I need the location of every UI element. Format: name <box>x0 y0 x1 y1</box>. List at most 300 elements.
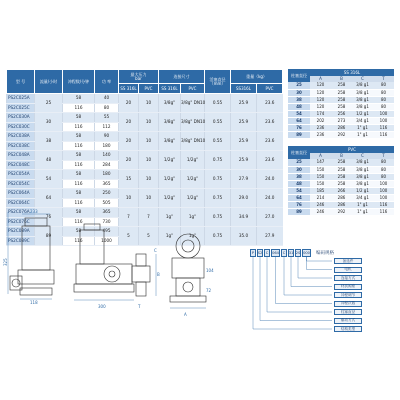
flow-cell: 90 <box>95 132 119 142</box>
dim-row <box>288 117 394 124</box>
pressure-pvc-cell: 10 <box>139 132 159 151</box>
plunger-size-cell: 64 <box>288 194 310 201</box>
dim-a-cell: 120 <box>310 82 331 89</box>
front-base <box>20 288 52 295</box>
power-cell: 0.75 <box>205 189 231 208</box>
dim-c-cell: 1" g1 <box>352 201 373 208</box>
weight-pvc-cell: 23.6 <box>257 151 283 170</box>
weight-pvc: PVC <box>257 84 283 94</box>
plunger-size-cell: 89 <box>288 131 310 138</box>
col-power <box>205 70 231 94</box>
flow-cell: 80 <box>95 103 119 113</box>
dim-c-cell: 1" g1 <box>352 131 373 138</box>
weight-ss-cell: 34.9 <box>231 208 257 227</box>
flow-cell: 284 <box>95 160 119 170</box>
conn-ss-cell: 1g" <box>159 208 181 227</box>
code-leader-lines <box>250 257 394 357</box>
dim-row <box>288 194 394 201</box>
dim-pvc-col-a: A <box>310 153 331 159</box>
plunger-diameter-cell: 76 <box>35 208 63 227</box>
dim-b-cell: 258 <box>331 82 352 89</box>
code-box: 31 <box>288 251 294 255</box>
stroke-cell: 58 <box>63 132 95 142</box>
front-motor-cap <box>25 218 47 226</box>
conn-ss-cell: 1g" <box>159 227 181 246</box>
model-cell: PS2C038A <box>7 132 35 142</box>
spec-row <box>7 170 283 180</box>
dim-c-cell: 1" g1 <box>352 208 373 215</box>
code-box: 000 <box>303 251 310 255</box>
dim-row <box>288 159 394 166</box>
front-gearbox <box>18 270 54 284</box>
code-box-row <box>250 249 312 257</box>
dim-b-cell: 266 <box>331 187 352 194</box>
pressure-ss-cell: 7 <box>119 208 139 227</box>
pressure-pvc-cell: 10 <box>139 189 159 208</box>
plunger-diameter-cell: 38 <box>35 132 63 151</box>
conn-ss-cell: 3/8g" <box>159 113 181 132</box>
dim-row <box>288 89 394 96</box>
code-leader-line <box>284 257 332 295</box>
power-cell: 0.55 <box>205 132 231 151</box>
spec-row <box>7 151 283 161</box>
dim-c-cell: 1/2 g1 <box>352 110 373 117</box>
plunger-diameter-cell: 30 <box>35 113 63 132</box>
weight-pvc-cell: 23.6 <box>257 113 283 132</box>
stroke-cell: 58 <box>63 189 95 199</box>
dim-t-cell: 116 <box>373 208 394 215</box>
end-gearbox <box>172 258 204 278</box>
weight-ss-cell: 35.0 <box>231 227 257 246</box>
dim-a-cell: 246 <box>310 208 331 215</box>
weight-pvc-cell: 24.0 <box>257 170 283 189</box>
plunger-diameter-cell: 89 <box>35 227 63 246</box>
dim-c-cell: 3/8 g1 <box>352 103 373 110</box>
dim-a-cell: 120 <box>310 103 331 110</box>
dim-t-cell: 116 <box>373 201 394 208</box>
conn-pvc-cell: 1g" <box>181 227 205 246</box>
dim-c-cell: 3/8 g1 <box>352 159 373 166</box>
pump-front-view-drawing <box>4 208 66 306</box>
dim-ss-col-a: A <box>310 76 331 82</box>
code-leader-line <box>267 257 332 312</box>
end-head-circle <box>183 282 193 292</box>
dim-ss-col-c: C <box>352 76 373 82</box>
side-discharge-valve <box>136 254 146 266</box>
plunger-size-cell: 25 <box>288 82 310 89</box>
dim-row <box>288 201 394 208</box>
dim-pvc-col-c: C <box>352 153 373 159</box>
plunger-size-cell: 30 <box>288 89 310 96</box>
pump-end-view-drawing <box>162 216 218 320</box>
conn-pvc-cell: 3/8g" DN10 <box>181 113 205 132</box>
plunger-size-cell: 54 <box>288 110 310 117</box>
pressure-ss-cell: 20 <box>119 132 139 151</box>
power-cell: 0.55 <box>205 113 231 132</box>
power-cell: 0.75 <box>205 208 231 227</box>
dim-a-cell: 150 <box>310 166 331 173</box>
model-cell: PS2C030A <box>7 113 35 123</box>
dim-b-cell: 258 <box>331 173 352 180</box>
dim-row <box>288 187 394 194</box>
stroke-cell: 58 <box>63 227 95 237</box>
code-box: 064 <box>272 251 279 255</box>
code-legend-item: 材质阀座 <box>334 284 362 290</box>
dim-b-cell: 258 <box>331 159 352 166</box>
model-cell: PS2C025C <box>7 103 35 113</box>
stroke-cell: 116 <box>63 122 95 132</box>
pressure-pvc-cell: 5 <box>139 227 159 246</box>
weight-ss-cell: 25.9 <box>231 113 257 132</box>
stroke-cell: 116 <box>63 198 95 208</box>
code-leader-line <box>260 257 332 321</box>
dim-row <box>288 82 394 89</box>
pressure-pvc-cell: 10 <box>139 151 159 170</box>
end-motor-inner <box>182 240 194 252</box>
conn-pvc-cell: 3/8g" DN10 <box>181 132 205 151</box>
plunger-size-cell: 25 <box>288 159 310 166</box>
conn-ss-cell: 3/8g" <box>159 94 181 113</box>
dim-row <box>288 96 394 103</box>
dim-a-cell: 185 <box>310 187 331 194</box>
side-suction-valve <box>136 282 146 296</box>
dim-t-label: T <box>138 304 141 309</box>
dim-233-label: 233 <box>30 209 38 214</box>
plunger-size-cell: 30 <box>288 166 310 173</box>
dim-325-label: 325 <box>3 258 8 266</box>
code-legend-item: 结构类型 <box>334 326 362 332</box>
dim-a-cell: 236 <box>310 124 331 131</box>
pressure-ss: SS 316L <box>119 84 139 94</box>
pressure-ss-cell: 15 <box>119 170 139 189</box>
dim-b-cell: 256 <box>331 110 352 117</box>
model-cell: PS2C089C <box>7 236 35 246</box>
pressure-pvc: PVC <box>139 84 159 94</box>
flow-cell: 365 <box>95 179 119 189</box>
code-box: P <box>251 251 255 255</box>
dimension-table-pvc <box>288 146 394 216</box>
dim-b-cell: 292 <box>331 131 352 138</box>
dim-ss-label-header: 柱塞直径 <box>288 69 310 82</box>
col-plunger: 流量/小时 <box>35 70 63 94</box>
weight-ss-cell: 27.9 <box>231 170 257 189</box>
dim-t-cell: 80 <box>373 89 394 96</box>
pressure-pvc-cell: 10 <box>139 113 159 132</box>
flow-cell: 140 <box>95 151 119 161</box>
code-title: 编码规格 <box>316 251 334 256</box>
conn-pvc-cell: 1/2g" <box>181 170 205 189</box>
end-base <box>170 296 206 302</box>
dim-t-cell: 80 <box>373 159 394 166</box>
pressure-label: 最大压力 <box>130 71 147 77</box>
flow-cell: 250 <box>95 189 119 199</box>
plunger-size-cell: 48 <box>288 103 310 110</box>
conn-ss-cell: 1/2g" <box>159 151 181 170</box>
col-pressure <box>119 70 159 84</box>
end-pump-head <box>176 278 200 296</box>
weight-ss-cell: 29.0 <box>231 189 257 208</box>
power-cell: 0.75 <box>205 151 231 170</box>
pressure-unit: bar <box>135 75 142 81</box>
plunger-size-cell: 38 <box>288 96 310 103</box>
dim-t-cell: 80 <box>373 103 394 110</box>
flow-cell: 180 <box>95 170 119 180</box>
dim-ss-title: SS 316L <box>310 69 394 76</box>
model-cell: PS2C048C <box>7 160 35 170</box>
flow-cell: 365 <box>95 208 119 218</box>
stroke-cell: 116 <box>63 103 95 113</box>
dim-t-cell: 100 <box>373 117 394 124</box>
model-cell: PS2C089A <box>7 227 35 237</box>
stroke-cell: 58 <box>63 113 95 123</box>
dim-c-cell: 3/8 g1 <box>352 89 373 96</box>
dim-t-cell: 100 <box>373 110 394 117</box>
pump-side-view-drawing <box>68 224 162 316</box>
dim-pvc-title: PVC <box>310 146 394 153</box>
dimension-table-ss316l <box>288 69 394 139</box>
dim-b-cell: 258 <box>331 166 352 173</box>
dim-c-cell: 3/8 g1 <box>352 82 373 89</box>
plunger-diameter-cell: 25 <box>35 94 63 113</box>
flow-cell: 505 <box>95 198 119 208</box>
model-cell: PS2C054A <box>7 170 35 180</box>
dim-ss-col-b: B <box>331 76 352 82</box>
model-cell: PS2C030C <box>7 122 35 132</box>
stroke-cell: 58 <box>63 94 95 104</box>
plunger-size-cell: 48 <box>288 180 310 187</box>
conn-ss: SS 316L <box>159 84 181 94</box>
dim-c-cell: 3/8 g1 <box>352 166 373 173</box>
plunger-size-cell: 76 <box>288 201 310 208</box>
spec-row <box>7 132 283 142</box>
code-leader-line <box>307 257 333 261</box>
col-model: 型 号 <box>7 70 35 94</box>
pressure-ss-cell: 20 <box>119 151 139 170</box>
code-legend-item: 柱塞直径 <box>334 309 362 315</box>
dim-b-cell: 258 <box>331 103 352 110</box>
flow-cell: 1000 <box>95 236 119 246</box>
code-legend-item: 连接方式 <box>334 275 362 281</box>
weight-pvc-cell: 27.9 <box>257 227 283 246</box>
dim-a-cell: 120 <box>310 96 331 103</box>
weight-pvc-cell: 27.0 <box>257 208 283 227</box>
weight-pvc-cell: 24.0 <box>257 189 283 208</box>
code-box: 2S <box>295 251 301 255</box>
side-knob-center <box>109 271 115 277</box>
plunger-size-cell: 64 <box>288 117 310 124</box>
stroke-cell: 116 <box>63 179 95 189</box>
dim-t-cell: 80 <box>373 166 394 173</box>
dim-b-cell: 286 <box>331 194 352 201</box>
dim-row <box>288 208 394 215</box>
dim-row <box>288 131 394 138</box>
code-legend-item: 驱动方式 <box>334 318 362 324</box>
model-cell: PS2C076C <box>7 217 35 227</box>
dim-c-label: C <box>154 248 157 253</box>
stroke-cell: 58 <box>63 208 95 218</box>
dim-t-cell: 80 <box>373 173 394 180</box>
stroke-cell: 116 <box>63 217 95 227</box>
spec-row <box>7 113 283 123</box>
dim-b-cell: 273 <box>331 117 352 124</box>
end-motor-circle <box>176 234 200 258</box>
dim-118-label: 118 <box>30 300 38 305</box>
code-box: S2 <box>257 251 263 255</box>
dim-c-cell: 1" g1 <box>352 124 373 131</box>
weight-ss-cell: 25.9 <box>231 151 257 170</box>
front-head-circle <box>12 279 20 287</box>
plunger-size-cell: 76 <box>288 124 310 131</box>
dim-c-cell: 3/8 g1 <box>352 96 373 103</box>
code-legend-item: 冲程调节 <box>334 292 362 298</box>
col-flow: 功 率 <box>95 70 119 94</box>
dim-b-cell: 258 <box>331 180 352 187</box>
dim-a-label: A <box>184 312 187 317</box>
dim-t-cell: 100 <box>373 180 394 187</box>
dim-a-cell: 236 <box>310 131 331 138</box>
pressure-ss-cell: 20 <box>119 113 139 132</box>
dim-row <box>288 110 394 117</box>
dim-row <box>288 166 394 173</box>
flow-cell: 112 <box>95 122 119 132</box>
code-legend-item: 冲程次数 <box>334 301 362 307</box>
dim-a-cell: 174 <box>310 110 331 117</box>
dim-pvc-col-t: T <box>373 153 394 159</box>
dim-b-cell: 292 <box>331 208 352 215</box>
weight-ss-cell: 25.9 <box>231 94 257 113</box>
side-motor-body <box>80 230 104 264</box>
model-cell: PS2C054C <box>7 179 35 189</box>
dim-t-cell: 116 <box>373 131 394 138</box>
col-connection: 连接尺寸 <box>159 70 205 84</box>
pressure-ss-cell: 5 <box>119 227 139 246</box>
power-label: 活塞直径 <box>209 76 226 82</box>
code-legend-item: 备选件 <box>334 258 362 264</box>
dim-b-label: B <box>157 272 160 277</box>
dim-a-cell: 150 <box>310 180 331 187</box>
code-legend-item: 电机 <box>334 267 362 273</box>
dim-c-cell: 1/2 g1 <box>352 187 373 194</box>
col-weight: 重量（kg） <box>231 70 283 84</box>
stroke-cell: 116 <box>63 141 95 151</box>
pressure-pvc-cell: 10 <box>139 170 159 189</box>
flow-cell: 40 <box>95 94 119 104</box>
conn-ss-cell: 1/2g" <box>159 170 181 189</box>
plunger-size-cell: 89 <box>288 208 310 215</box>
pressure-ss-cell: 20 <box>119 94 139 113</box>
dim-b-cell: 286 <box>331 124 352 131</box>
dim-a-cell: 150 <box>310 173 331 180</box>
dim-a-cell: 214 <box>310 194 331 201</box>
flow-cell: 730 <box>95 217 119 227</box>
dim-104-label: 104 <box>206 268 214 273</box>
plunger-diameter-cell: 64 <box>35 189 63 208</box>
model-cell: PS2C076A <box>7 208 35 218</box>
model-code-diagram <box>250 247 394 357</box>
dim-t-cell: 80 <box>373 96 394 103</box>
code-box: C <box>265 251 269 255</box>
flow-cell: 495 <box>95 227 119 237</box>
pressure-pvc-cell: 10 <box>139 94 159 113</box>
dim-row <box>288 173 394 180</box>
dim-t-cell: 80 <box>373 82 394 89</box>
code-leader-line <box>291 257 332 287</box>
power-cell: 0.75 <box>205 170 231 189</box>
model-cell: PS2C025A <box>7 94 35 104</box>
side-motor-cap <box>84 224 100 230</box>
plunger-diameter-cell: 54 <box>35 170 63 189</box>
dim-ss-col-t: T <box>373 76 394 82</box>
dim-row <box>288 180 394 187</box>
dim-row <box>288 124 394 131</box>
dim-b-cell: 286 <box>331 201 352 208</box>
front-motor-body <box>22 226 50 270</box>
stroke-cell: 116 <box>63 160 95 170</box>
dim-c-cell: 3/8 g1 <box>352 173 373 180</box>
power-cell: 0.55 <box>205 94 231 113</box>
conn-ss-cell: 3/8g" <box>159 132 181 151</box>
dim-a-cell: 147 <box>310 159 331 166</box>
pressure-ss-cell: 10 <box>119 189 139 208</box>
conn-pvc-cell: 1/2g" <box>181 189 205 208</box>
conn-pvc-cell: 3/8g" DN10 <box>181 94 205 113</box>
model-cell: PS2C064C <box>7 198 35 208</box>
dim-72-label: 72 <box>206 288 212 293</box>
dim-a-cell: 246 <box>310 201 331 208</box>
code-box: C <box>282 251 286 255</box>
flow-cell: 180 <box>95 141 119 151</box>
dim-b-cell: 258 <box>331 89 352 96</box>
dim-a-cell: 120 <box>310 89 331 96</box>
power-cell: 0.75 <box>205 227 231 246</box>
side-pump-head <box>132 266 150 282</box>
side-base <box>74 284 134 292</box>
power-unit: （mm） <box>209 80 226 86</box>
stroke-cell: 58 <box>63 170 95 180</box>
model-cell: PS2C064A <box>7 189 35 199</box>
model-cell: PS2C038C <box>7 141 35 151</box>
spec-row <box>7 189 283 199</box>
model-cell: PS2C048A <box>7 151 35 161</box>
dim-c-cell: 3/8 g1 <box>352 180 373 187</box>
stroke-cell: 116 <box>63 236 95 246</box>
dim-c-cell: 3/4 g1 <box>352 194 373 201</box>
plunger-size-cell: 54 <box>288 187 310 194</box>
conn-ss-cell: 1/2g" <box>159 189 181 208</box>
code-leader-line <box>253 257 332 329</box>
dim-300-label: 300 <box>98 304 106 309</box>
dim-c-cell: 3/4 g1 <box>352 117 373 124</box>
dim-row <box>288 103 394 110</box>
dim-t-cell: 100 <box>373 194 394 201</box>
weight-pvc-cell: 23.6 <box>257 94 283 113</box>
stroke-cell: 58 <box>63 151 95 161</box>
dim-pvc-label-header: 柱塞直径 <box>288 146 310 159</box>
flow-cell: 55 <box>95 113 119 123</box>
plunger-diameter-cell: 48 <box>35 151 63 170</box>
code-leader-line <box>307 257 333 270</box>
dim-pvc-col-b: B <box>331 153 352 159</box>
spec-row <box>7 94 283 104</box>
pressure-pvc-cell: 7 <box>139 208 159 227</box>
side-stroke-knob <box>104 266 120 282</box>
dim-t-cell: 100 <box>373 187 394 194</box>
col-stroke: 冲程数/分钟 <box>63 70 95 94</box>
weight-ss: SS316L <box>231 84 257 94</box>
dim-a-cell: 202 <box>310 117 331 124</box>
conn-pvc-cell: 1g" <box>181 208 205 227</box>
weight-pvc-cell: 23.6 <box>257 132 283 151</box>
